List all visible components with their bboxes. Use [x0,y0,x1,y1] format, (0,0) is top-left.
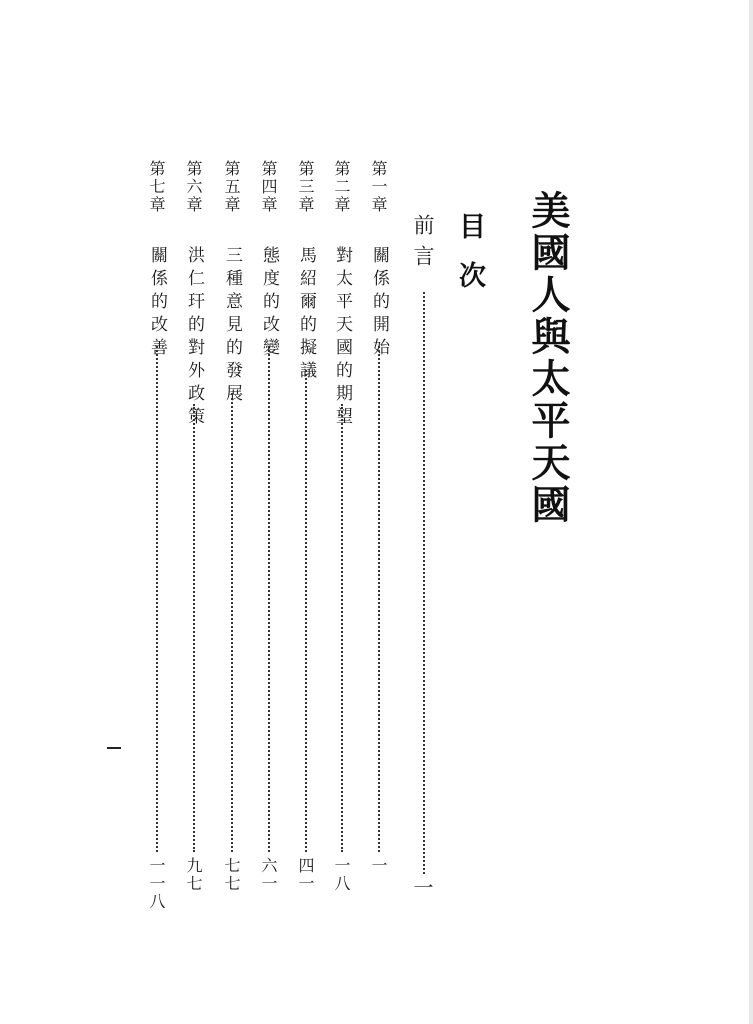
chapter-3-page-number: 四一 [296,857,315,893]
chapter-1-page-number: 一 [369,857,388,875]
chapter-7-title: 關係的改善 [147,246,167,361]
chapter-2-page-number: 一八 [332,857,351,893]
chapter-3-label: 第三章 [296,160,315,214]
toc-heading: 目次 [454,212,485,310]
chapter-1-title: 關係的開始 [369,246,389,361]
chapter-7-leader-dots [156,346,158,852]
chapter-2-title: 對太平天國的期望 [332,246,352,430]
chapter-4-leader-dots [268,346,270,852]
chapter-7-label: 第七章 [147,160,166,214]
chapter-5-label: 第五章 [222,160,241,214]
chapter-6-title: 洪仁玕的對外政策 [184,246,204,430]
chapter-6-page-number: 九七 [184,857,203,893]
chapter-7-page-number: 一一八 [147,857,166,911]
preface-label: 前言 [411,214,435,276]
chapter-6-label: 第六章 [184,160,203,214]
chapter-5-page-number: 七七 [222,857,241,893]
preface-page-number: 一 [410,877,434,897]
folio-mark [107,747,121,749]
chapter-3-title: 馬紹爾的擬議 [296,246,316,384]
preface-leader-dots [423,292,425,874]
chapter-3-leader-dots [305,370,307,852]
book-title: 美國人與太平天國 [525,190,571,526]
chapter-1-leader-dots [378,346,380,852]
chapter-2-leader-dots [341,404,343,852]
chapter-2-label: 第二章 [332,160,351,214]
chapter-1-label: 第一章 [369,160,388,214]
chapter-4-label: 第四章 [259,160,278,214]
chapter-6-leader-dots [193,404,195,852]
page-edge [749,0,753,1024]
chapter-4-page-number: 六一 [259,857,278,893]
chapter-5-title: 三種意見的發展 [222,246,242,407]
chapter-5-leader-dots [231,393,233,852]
chapter-4-title: 態度的改變 [259,246,279,361]
